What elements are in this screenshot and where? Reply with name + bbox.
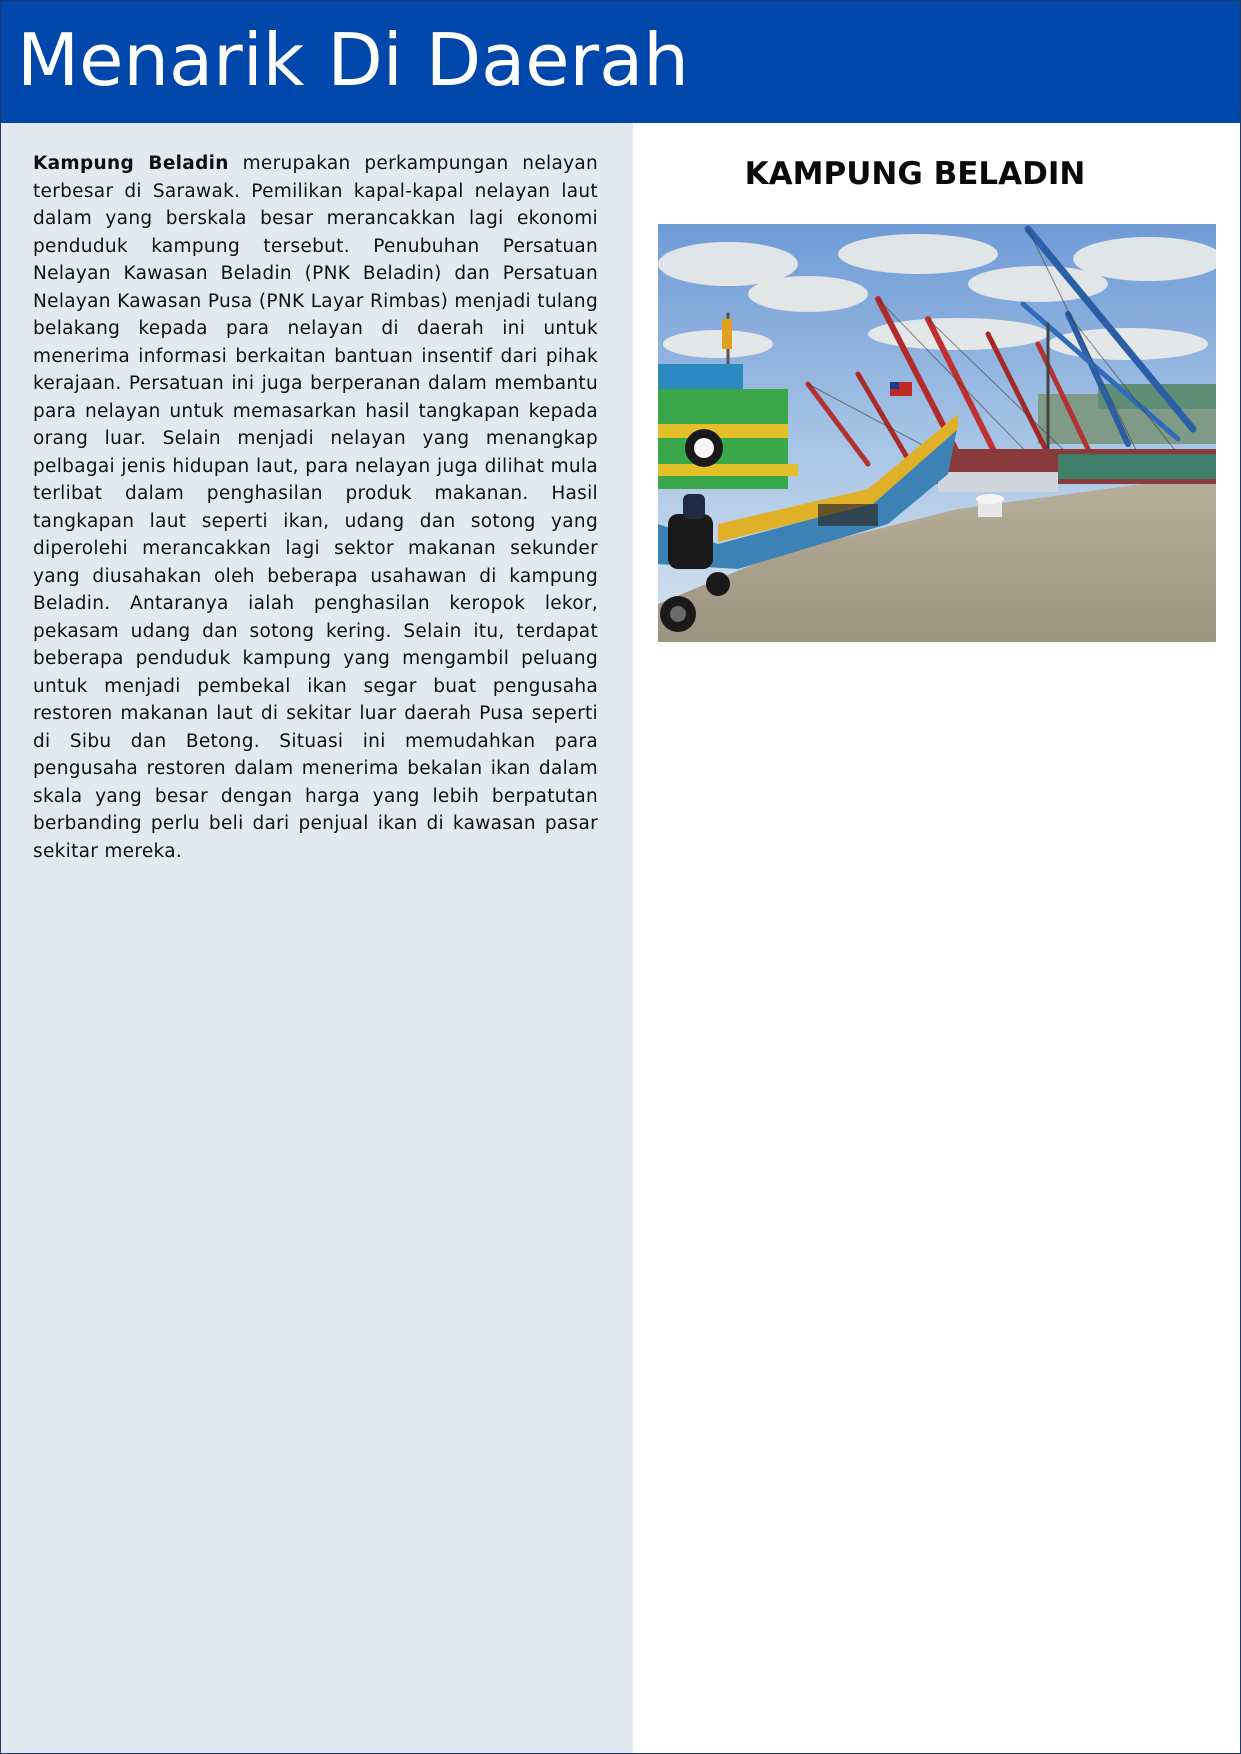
article-lead: Kampung Beladin (33, 153, 229, 174)
photo-title: KAMPUNG BELADIN (744, 156, 1086, 192)
article-text (33, 150, 598, 865)
article-body: merupakan perkampungan nelayan terbesar di Sarawak. Pemilikan kapal-kapal nelayan laut dalam yang berskala besar merancakkan lagi ekonomi penduduk kampung tersebut. Penubuhan Persatuan Nelayan Kawasan Beladin (PNK Beladin) dan Persatuan Nelayan Kawasan Pusa (PNK Layar Rimbas) menjadi tulang belakang kepada para nelayan di daerah ini untuk menerima informasi berkaitan bantuan insentif dari pihak kerajaan. Persatuan ini juga berperanan dalam membantu para nelayan untuk memasarkan hasil tangkapan kepada orang luar. Selain menjadi nelayan yang menangkap pelbagai jenis hidupan laut, para nelayan juga dilihat mula terlibat dalam penghasilan produk makanan. Hasil tangkapan laut seperti ikan, udang dan sotong yang diperolehi merancakkan lagi sektor makanan sekunder yang diusahakan oleh beberapa usahawan di kampung Beladin. Antaranya ialah penghasilan keropok lekor, pekasam udang dan sotong kering. Selain itu, terdapat beberapa penduduk kampung yang mengambil peluang untuk menjadi pembekal ikan segar buat pengusaha restoren makanan laut di sekitar luar daerah Pusa seperti di Sibu dan Betong. Situasi ini memudahkan para pengusaha restoren dalam menerima bekalan ikan dalam skala yang besar dengan harga yang lebih berpatutan berbanding perlu beli dari penjual ikan di kawasan pasar sekitar mereka. (33, 153, 598, 862)
page-title: Menarik Di Daerah (17, 18, 689, 102)
fishing-boats-harbor-photo (658, 224, 1216, 642)
